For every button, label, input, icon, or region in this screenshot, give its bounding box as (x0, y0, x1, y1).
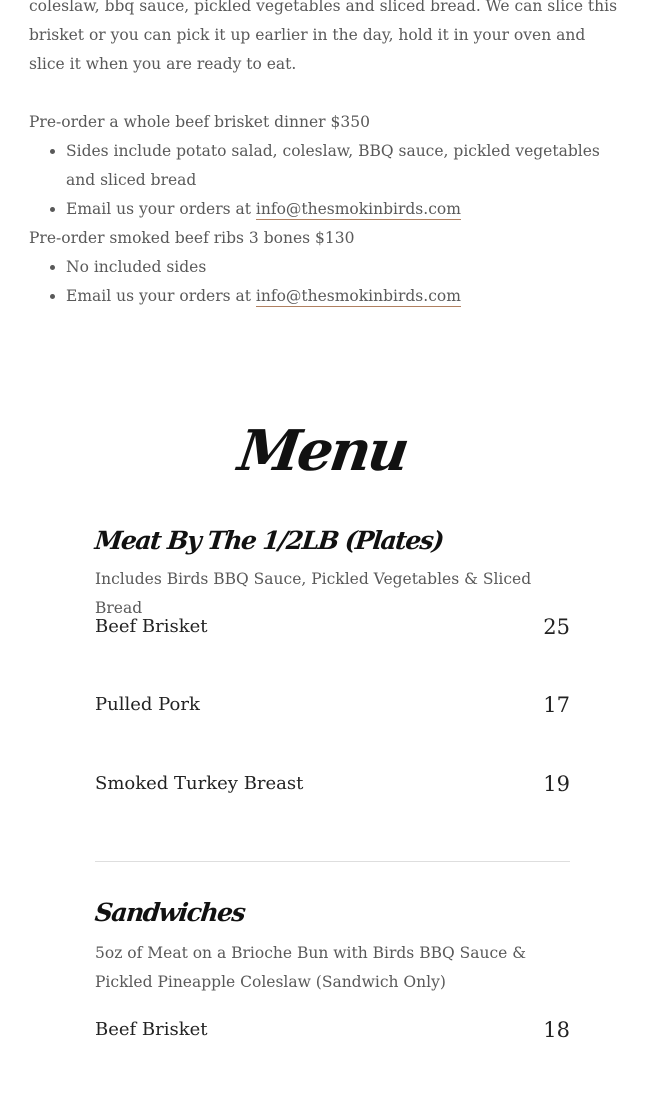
list-item: • No included sides (66, 253, 619, 282)
list-item: • Sides include potato salad, coleslaw, BBQ sauce, pickled vegetables and sliced bread (66, 137, 619, 195)
section-title: Meat By The 1/2LB (Plates) (93, 526, 445, 555)
menu-item-price: 18 (543, 1018, 570, 1042)
email-link[interactable]: info@thesmokinbirds.com (255, 200, 461, 218)
menu-item-name: Beef Brisket (95, 1019, 208, 1040)
email-link[interactable]: info@thesmokinbirds.com (255, 287, 461, 305)
menu-item-price: 17 (543, 693, 570, 717)
list-item (66, 195, 619, 224)
menu-item-price: 25 (543, 615, 570, 639)
offer-list (29, 137, 619, 224)
email-prefix: Email us your orders at (66, 287, 256, 305)
intro-block (29, 0, 619, 311)
menu-item-name: Pulled Pork (95, 694, 200, 715)
section-description: 5oz of Meat on a Brioche Bun with Birds BBQ Sauce & Pickled Pineapple Coleslaw (Sandwich Only) (95, 944, 527, 991)
menu-title: Menu (234, 418, 411, 484)
offer-list (29, 253, 619, 311)
intro-paragraph: coleslaw, bbq sauce, pickled vegetables and sliced bread. We can slice this brisket or you can pick it up earlier in the day, hold it in your oven and slice it when you are ready to eat. (29, 0, 618, 73)
section-divider (95, 861, 570, 862)
menu-item-name: Smoked Turkey Breast (95, 773, 304, 794)
section-title: Sandwiches (93, 898, 246, 927)
menu-item-price: 19 (543, 772, 570, 796)
list-item (66, 282, 619, 311)
offer-title: Pre-order smoked beef ribs 3 bones $130 (29, 229, 355, 247)
email-prefix: Email us your orders at (66, 200, 256, 218)
section-description: Includes Birds BBQ Sauce, Pickled Vegetables & Sliced Bread (95, 570, 532, 617)
offer-title: Pre-order a whole beef brisket dinner $350 (29, 113, 370, 131)
menu-item-name: Beef Brisket (95, 616, 208, 637)
